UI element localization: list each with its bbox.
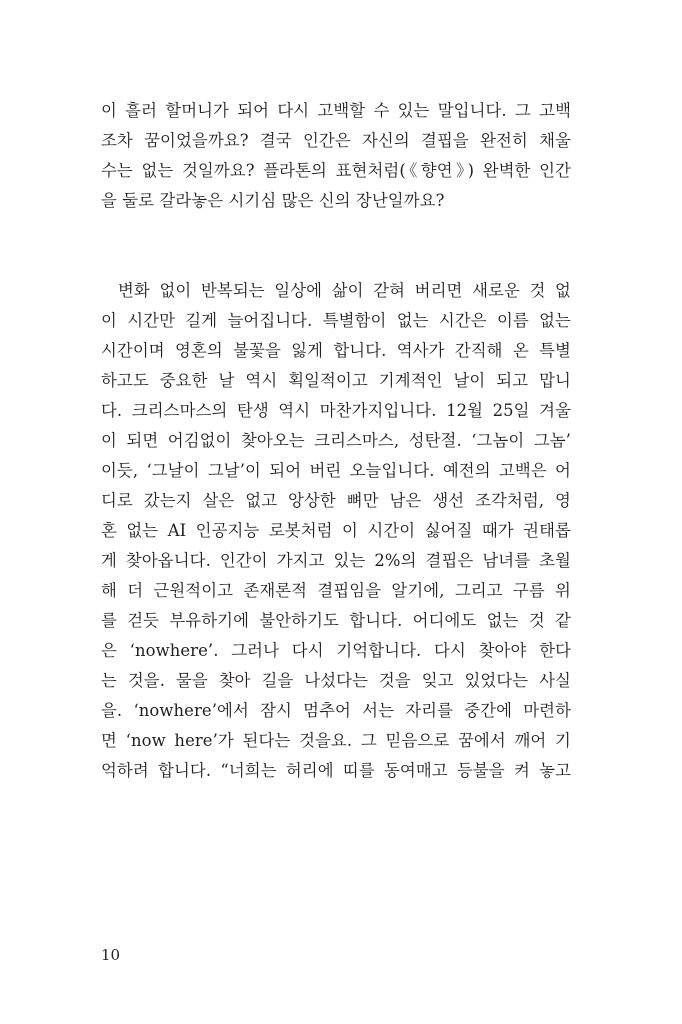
text-line: 이듯, ‘그날이 그날’이 되어 버린 오늘입니다. 예전의 고백은 어 bbox=[101, 461, 571, 480]
text-line: 디로 갔는지 살은 없고 앙상한 뼈만 남은 생선 조각처럼, 영 bbox=[101, 491, 571, 510]
paragraph-2 bbox=[101, 276, 571, 786]
text-line: 는 것을. 물을 찾아 길을 나섰다는 것을 잊고 있었다는 사실 bbox=[101, 671, 571, 690]
text-line: 혼 없는 AI 인공지능 로봇처럼 이 시간이 싫어질 때가 권태롭 bbox=[101, 521, 571, 540]
text-line: 억하려 합니다. “너희는 허리에 띠를 동여매고 등불을 켜 놓고 bbox=[101, 761, 571, 780]
text-line: 해 더 근원적이고 존재론적 결핍임을 알기에, 그리고 구름 위 bbox=[101, 581, 571, 600]
text-line: 이 흘러 할머니가 되어 다시 고백할 수 있는 말입니다. 그 고백 bbox=[101, 101, 571, 120]
text-line: 은 ‘nowhere’. 그러나 다시 기억합니다. 다시 찾아야 한다 bbox=[101, 641, 571, 660]
text-line: 시간이며 영혼의 불꽃을 잃게 합니다. 역사가 간직해 온 특별 bbox=[101, 341, 571, 360]
text-line: 이 되면 어김없이 찾아오는 크리스마스, 성탄절. ‘그놈이 그놈’ bbox=[101, 431, 571, 450]
paragraph-1 bbox=[101, 96, 571, 216]
text-line: 면 ‘now here’가 된다는 것을요. 그 믿음으로 꿈에서 깨어 기 bbox=[101, 731, 571, 750]
text-line: 하고도 중요한 날 역시 획일적이고 기계적인 날이 되고 맙니 bbox=[101, 371, 571, 390]
text-line: 이 시간만 길게 늘어집니다. 특별함이 없는 시간은 이름 없는 bbox=[101, 311, 571, 330]
text-line: 수는 없는 것일까요? 플라톤의 표현처럼(《향연》) 완벽한 인간 bbox=[101, 161, 571, 180]
text-line: 을 둘로 갈라놓은 시기심 많은 신의 장난일까요? bbox=[101, 191, 445, 210]
text-line: 다. 크리스마스의 탄생 역시 마찬가지입니다. 12월 25일 겨울 bbox=[101, 401, 571, 420]
text-line: 을. ‘nowhere’에서 잠시 멈추어 서는 자리를 중간에 마련하 bbox=[101, 701, 571, 720]
text-line: 조차 꿈이었을까요? 결국 인간은 자신의 결핍을 완전히 채울 bbox=[101, 131, 571, 150]
text-line: 변화 없이 반복되는 일상에 삶이 갇혀 버리면 새로운 것 없 bbox=[118, 281, 571, 300]
page-number: 10 bbox=[101, 946, 121, 964]
text-line: 를 걷듯 부유하기에 불안하기도 합니다. 어디에도 없는 것 같 bbox=[101, 611, 571, 630]
text-line: 게 찾아옵니다. 인간이 가지고 있는 2%의 결핍은 남녀를 초월 bbox=[101, 551, 571, 570]
